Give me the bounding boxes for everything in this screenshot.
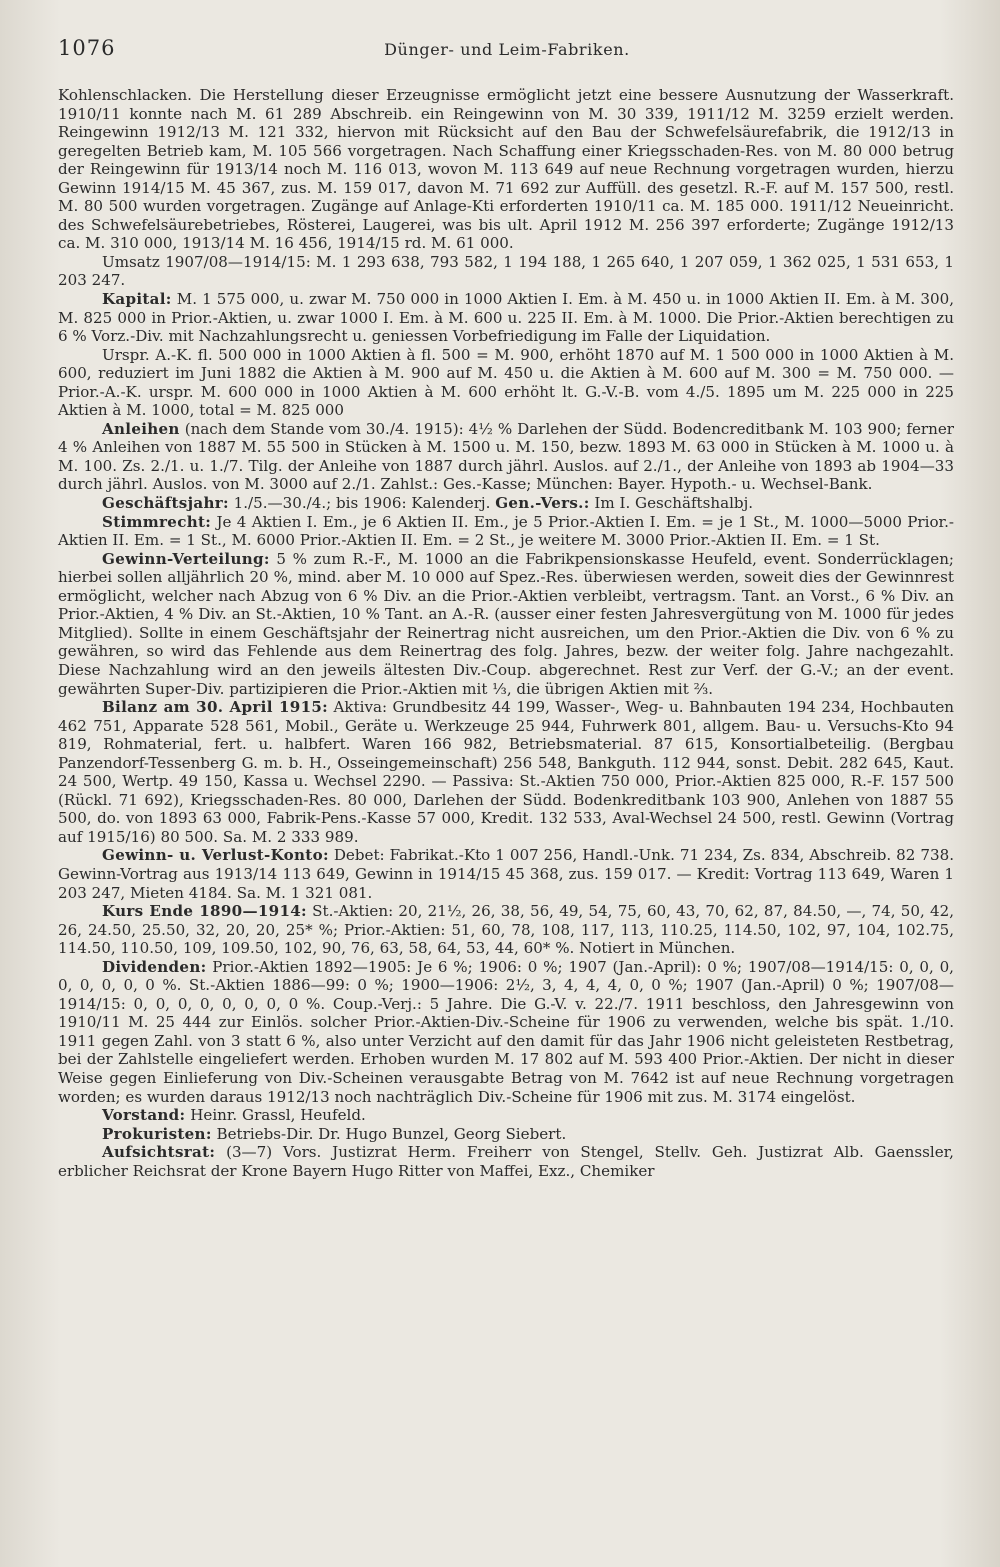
section-label-aufsichtsrat: Aufsichtsrat: — [102, 1143, 216, 1162]
paragraph-geschaeftsjahr: Geschäftsjahr: 1./5.—30./4.; bis 1906: Kalenderj. Gen.-Vers.: Im I. Geschäftshalbj. — [102, 494, 754, 513]
paragraph-bilanz: Bilanz am 30. April 1915: Aktiva: Grundbesitz 44 199, Wasser-, Weg- u. Bahnbauten 194 234, Hochbauten 462 751, Apparate 528 561, Mobil., Geräte u. Werkzeuge 25 944, Fuhrwerk 801, allgem. Bau- u. Versuchs-Kto 94 819, Rohmaterial, fert. u. halbfert. Waren 166 982, Betriebsmaterial. 87 615, Konsortialbeteilig. (Bergbau Panzendorf-Tessenberg G. m. b. H., Osseingemeinschaft) 256 548, Bankguth. 112 944, sonst. Debit. 282 645, Kaut. 24 500, Wertp. 49 150, Kassa u. Wechsel 2290. — Passiva: St.-Aktien 750 000, Prior.-Aktien 825 000, R.-F. 157 500 (Rückl. 71 692), Kriegsschaden-Res. 80 000, Darlehen der Südd. Bodenkreditbank 103 900, Anlehen von 1887 55 500, do. von 1893 63 000, Fabrik-Pens.-Kasse 57 000, Kredit. 132 533, Aval-Wechsel 24 500, restl. Gewinn (Vortrag auf 1915/16) 80 500. Sa. M. 2 333 989. — [58, 698, 954, 846]
page-edge — [0, 1555, 1000, 1567]
section-label-geschaeftsjahr: Geschäftsjahr: — [102, 494, 229, 513]
page-body — [58, 86, 954, 1180]
paragraph-anleihen: Anleihen (nach dem Stande vom 30./4. 1915): 4½ % Darlehen der Südd. Bodencreditbank M. 103 900; ferner 4 % Anleihen von 1887 M. 55 500 in Stücken à M. 1500 u. M. 150, bezw. 1893 M. 63 000 in Stücken à M. 1000 u. à M. 100. Zs. 2./1. u. 1./7. Tilg. der Anleihe von 1887 durch jährl. Auslos. auf 2./1., der Anleihe von 1893 ab 1904—33 durch jährl. Auslos. von M. 3000 auf 2./1. Zahlst.: Ges.-Kasse; München: Bayer. Hypoth.- u. Wechsel-Bank. — [58, 419, 954, 494]
page-header — [58, 36, 956, 66]
paragraph-kapital: Kapital: M. 1 575 000, u. zwar M. 750 000 in 1000 Aktien I. Em. à M. 450 u. in 1000 Aktien II. Em. à M. 300, M. 825 000 in Prior.-Aktien, u. zwar 1000 I. Em. à M. 600 u. 225 II. Em. à M. 1000. Die Prior.-Aktien berechtigen zu 6 % Vorz.-Div. mit Nachzahlungsrecht u. geniessen Vorbefriedigung im Falle der Liquidation. — [58, 290, 954, 346]
paragraph-vorstand: Vorstand: Heinr. Grassl, Heufeld. — [102, 1106, 366, 1125]
section-label-gewinn-verteilung: Gewinn-Verteilung: — [102, 549, 270, 568]
paragraph-gewinn-verlust: Gewinn- u. Verlust-Konto: Debet: Fabrikat.-Kto 1 007 256, Handl.-Unk. 71 234, Zs. 834, Abschreib. 82 738. Gewinn-Vortrag aus 1913/14 113 649, Gewinn in 1914/15 45 368, zus. 159 017. — Kredit: Vortrag 113 649, Waren 1 203 247, Mieten 4184. Sa. M. 1 321 081. — [58, 846, 954, 902]
paragraph-aufsichtsrat: Aufsichtsrat: (3—7) Vors. Justizrat Herm. Freiherr von Stengel, Stellv. Geh. Justizrat Alb. Gaenssler, erblicher Reichsrat der Krone Bayern Hugo Ritter von Maffei, Exz., Chemiker — [58, 1143, 954, 1180]
page-number: 1076 — [58, 36, 116, 60]
paragraph-gewinn-verteilung: Gewinn-Verteilung: 5 % zum R.-F., M. 1000 an die Fabrikpensionskasse Heufeld, event. Sonderrücklagen; hierbei sollen alljährlich 20 %, mind. aber M. 10 000 auf Spez.-Res. überwiesen werden, soweit dies der Gewinnrest ermöglicht, welcher nach Abzug von 6 % Div. an die Prior.-Aktien verbleibt, vertragsm. Tant. an Vorst., 6 % Div. an Prior.-Aktien, 4 % Div. an St.-Aktien, 10 % Tant. an A.-R. (ausser einer festen Jahresvergütung von M. 1000 für jedes Mitglied). Sollte in einem Geschäftsjahr der Reinertrag nicht ausreichen, um den Prior.-Aktien die Div. von 6 % zu gewähren, so wird das Fehlende aus dem Reinertrag des folg. Jahres, bezw. der weiter folg. Jahre nachgezahlt. Diese Nachzahlung wird an den jeweils ältesten Div.-Coup. abgerechnet. Rest zur Verf. der G.-V.; an der event. gewährten Super-Div. partizipieren die Prior.-Aktien mit ⅓, die übrigen Aktien mit ⅔. — [58, 549, 954, 698]
section-label-gewinn-verlust: Gewinn- u. Verlust-Konto: — [102, 846, 329, 865]
section-label-dividenden: Dividenden: — [102, 957, 207, 976]
paragraph-prokuristen: Prokuristen: Betriebs-Dir. Dr. Hugo Bunzel, Georg Siebert. — [102, 1124, 567, 1143]
section-label-anleihen: Anleihen — [102, 419, 180, 438]
paragraph-umsatz: Umsatz 1907/08—1914/15: M. 1 293 638, 793 582, 1 194 188, 1 265 640, 1 207 059, 1 362 025, 1 531 653, 1 203 247. — [58, 252, 954, 290]
paragraph-kurs: Kurs Ende 1890—1914: St.-Aktien: 20, 21½, 26, 38, 56, 49, 54, 75, 60, 43, 70, 62, 87, 84.50, —, 74, 50, 42, 26, 24.50, 25.50, 32, 20, 20, 25* %; Prior.-Aktien: 51, 60, 78, 108, 117, 113, 110.25, 114.50, 102, 97, 104, 102.75, 114.50, 110.50, 109, 109.50, 102, 90, 76, 63, 58, 64, 53, 44, 60* %. Notiert in München. — [58, 902, 954, 958]
paragraph-dividenden: Dividenden: Prior.-Aktien 1892—1905: Je 6 %; 1906: 0 %; 1907 (Jan.-April): 0 %; 1907/08—1914/15: 0, 0, 0, 0, 0, 0, 0, 0 %. St.-Aktien 1886—99: 0 %; 1900—1906: 2½, 3, 4, 4, 4, 0, 0 %; 1907 (Jan.-April) 0 %; 1907/08—1914/15: 0, 0, 0, 0, 0, 0, 0, 0 %. Coup.-Verj.: 5 Jahre. Die G.-V. v. 22./7. 1911 beschloss, den Jahresgewinn von 1910/11 M. 25 444 zur Einlös. solcher Prior.-Aktien-Div.-Scheine für 1906 zu verwenden, welche bis spät. 1./10. 1911 gegen Zahl. von 3 statt 6 %, also unter Verzicht auf den damit für das Jahr 1906 nicht geleisteten Restbetrag, bei der Zahlstelle eingeliefert werden. Erhoben wurden M. 17 802 auf M. 593 400 Prior.-Aktien. Der nicht in dieser Weise gegen Einlieferung von Div.-Scheinen verausgabte Betrag von M. 7642 ist auf neue Rechnung vorgetragen worden; es wurden daraus 1912/13 noch nachträglich Div.-Scheine für 1906 mit zus. M. 3174 eingelöst. — [58, 957, 954, 1106]
paragraph-urspr-ak: Urspr. A.-K. fl. 500 000 in 1000 Aktien à fl. 500 = M. 900, erhöht 1870 auf M. 1 500 000 in 1000 Aktien à M. 600, reduziert im Juni 1882 die Aktien à M. 900 auf M. 450 u. die Aktien à M. 600 auf M. 300 = M. 750 000. — Prior.-A.-K. urspr. M. 600 000 in 1000 Aktien à M. 600 erhöht lt. G.-V.-B. vom 4./5. 1895 um M. 225 000 in 225 Aktien à M. 1000, total = M. 825 000 — [58, 345, 954, 420]
paragraph-history: Kohlenschlacken. Die Herstellung dieser Erzeugnisse ermöglicht jetzt eine bessere Ausnutzung der Wasserkraft. 1910/11 konnte nach M. 61 289 Abschreib. ein Reingewinn von M. 30 339, 1911/12 M. 3259 erzielt werden. Reingewinn 1912/13 M. 121 332, hiervon mit Rücksicht auf den Bau der Schwefelsäurefabrik, die 1912/13 in geregelten Betrieb kam, M. 105 566 vorgetragen. Nach Schaffung einer Kriegsschaden-Res. von M. 80 000 betrug der Reingewinn für 1913/14 noch M. 116 013, wovon M. 113 649 auf neue Rechnung vorgetragen wurden, hierzu Gewinn 1914/15 M. 45 367, zus. M. 159 017, davon M. 71 692 zur Auffüll. des gesetzl. R.-F. auf M. 157 500, restl. M. 80 500 wurden vorgetragen. Zugänge auf Anlage-Kti erforderten 1910/11 ca. M. 185 000. 1911/12 Neueinricht. des Schwefelsäurebetriebes, Rösterei, Laugerei, was bis ult. April 1912 M. 256 397 erforderte; Zugänge 1912/13 ca. M. 310 000, 1913/14 M. 16 456, 1914/15 rd. M. 61 000. — [58, 86, 954, 253]
section-label-bilanz: Bilanz am 30. April 1915: — [102, 698, 329, 717]
paragraph-stimmrecht: Stimmrecht: Je 4 Aktien I. Em., je 6 Aktien II. Em., je 5 Prior.-Aktien I. Em. = je 1 St., M. 1000—5000 Prior.-Aktien II. Em. = 1 St., M. 6000 Prior.-Aktien II. Em. = 2 St., je weitere M. 3000 Prior.-Aktien II. Em. = 1 St. — [58, 512, 954, 550]
section-label-kapital: Kapital: — [102, 290, 172, 309]
section-label-prokuristen: Prokuristen: — [102, 1124, 212, 1143]
section-label-kurs: Kurs Ende 1890—1914: — [102, 902, 307, 921]
running-head: Dünger- und Leim-Fabriken. — [384, 40, 630, 59]
section-label-gen-vers: Gen.-Vers.: — [495, 494, 590, 513]
section-label-stimmrecht: Stimmrecht: — [102, 512, 212, 531]
section-label-vorstand: Vorstand: — [102, 1106, 186, 1125]
